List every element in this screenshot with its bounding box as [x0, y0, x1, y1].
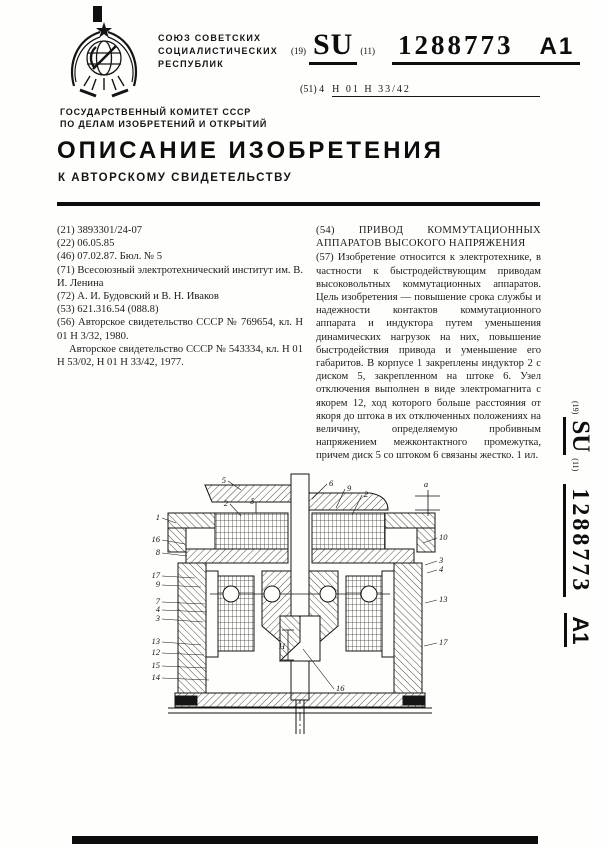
figure-canvas: [140, 472, 460, 744]
figure-ref-label: 7: [155, 596, 160, 606]
committee-name: [60, 106, 267, 130]
country-line: СОЮЗ СОВЕТСКИХ: [158, 33, 262, 43]
side-kind-code: А1: [564, 613, 593, 647]
biblio-line: (71) Всесоюзный электротехнический институт им. В. И. Ленина: [57, 264, 303, 289]
figure-ref-label: 2: [223, 498, 228, 508]
document-body: [57, 224, 541, 463]
bibliographic-column: [57, 224, 303, 463]
abstract-text: (57) Изобретение относится к электротехнике, в частности к быстродействующим приводам высоковольтных коммутационных аппаратов. Цель изобретения — повышение срока службы и надежности контактов коммутационного аппарата и индуктора путем уменьшения динамических нагрузок на них, повышение быстродействия привода и уменьшение его габаритов. В корпусе 1 закреплены индуктор 2 с диском 5, закрепленном на штоке 6. Узел отключения выполнен в виде электромагнита с якорем 12, ход которого больше расстояния от якоря до штока в их отключенных положениях на величину, определяемую пробивным напряжением межконтактного промежутка, причем диск 5 со штоком 6 связаны жестко. 1 ил.: [316, 252, 541, 462]
figure-ref-label: 9: [155, 579, 160, 589]
country-name: [158, 32, 278, 71]
biblio-line: (56) Авторское свидетельство СССР № 769654, кл. Н 01 Н 3/32, 1980.: [57, 317, 303, 342]
figure-ref-label: 13: [151, 636, 160, 646]
figure-ref-label: 3: [439, 555, 444, 565]
country-line: РЕСПУБЛИК: [158, 59, 224, 69]
page-title: ОПИСАНИЕ ИЗОБРЕТЕНИЯ: [57, 137, 444, 164]
figure-ref-label: 14: [151, 672, 160, 682]
figure-ref-label: 15: [151, 660, 160, 670]
figure-ref-label: 2: [364, 489, 369, 499]
doc-number-group: [392, 30, 580, 65]
biblio-line: (21) 3893301/24-07: [57, 225, 143, 236]
figure-ref-label: 12: [151, 647, 160, 657]
side-doc-number: 1288773: [563, 484, 593, 597]
figure-structure: [168, 474, 440, 734]
page-subtitle: К АВТОРСКОМУ СВИДЕТЕЛЬСТВУ: [58, 172, 293, 184]
figure-ref-label: 3: [155, 613, 160, 623]
figure-ref-label: 10: [439, 532, 448, 542]
figure-dimension-label: а: [423, 479, 429, 489]
figure-ref-label: 9: [347, 483, 352, 493]
horizontal-rule: [57, 202, 540, 206]
figure-ref-label: 17: [151, 570, 160, 580]
committee-line: ГОСУДАРСТВЕННЫЙ КОМИТЕТ СССР: [60, 107, 252, 117]
ipc-code: Н 01 Н 33/42: [332, 84, 540, 97]
patent-figure: [140, 472, 460, 744]
figure-ref-label: 16: [151, 534, 160, 544]
code19-label: (19): [291, 46, 306, 56]
ipc-classification-row: [300, 84, 540, 97]
doc-number: 1288773: [398, 30, 514, 60]
star-icon: [96, 22, 112, 38]
side-code19-label: (19): [571, 401, 580, 415]
side-publication-label: [563, 398, 594, 670]
kind-code: А1: [539, 33, 575, 60]
figure-ref-label: 4: [439, 564, 444, 574]
country-line: СОЦИАЛИСТИЧЕСКИХ: [158, 46, 278, 56]
figure-ref-label: 13: [439, 594, 448, 604]
figure-ref-label: 8: [155, 547, 160, 557]
ussr-emblem-icon: [60, 20, 148, 102]
figure-ref-label: 5: [221, 475, 226, 485]
figure-ref-label: 4: [155, 604, 160, 614]
side-country-code: SU: [563, 417, 594, 455]
figure-ref-label: 17: [439, 637, 448, 647]
biblio-line: (46) 07.02.87. Бюл. № 5: [57, 251, 163, 263]
ipc-prefix: (51) 4: [300, 84, 325, 95]
biblio-line: (53) 621.316.54 (088.8): [57, 304, 159, 316]
code11-label: (11): [360, 46, 376, 56]
figure-ref-label: 6: [329, 478, 334, 488]
abstract-column: [316, 224, 541, 463]
biblio-line: (22) 06.05.85: [57, 238, 115, 250]
biblio-line: (72) А. И. Будовский и В. Н. Иваков: [57, 291, 219, 303]
publication-number-row: [288, 28, 580, 65]
figure-dimension-label: Н: [278, 641, 286, 651]
country-code: SU: [309, 28, 357, 65]
figure-ref-label: 1: [155, 512, 160, 522]
invention-title: (54) ПРИВОД КОММУТАЦИОННЫХ АППАРАТОВ ВЫСОКОГО НАПРЯЖЕНИЯ: [316, 225, 541, 250]
side-code11-label: (11): [571, 458, 580, 472]
biblio-line: Авторское свидетельство СССР № 543334, кл. Н 01 Н 53/02, Н 01 Н 33/42, 1977.: [57, 343, 303, 369]
figure-dimension-label: δ: [250, 496, 254, 506]
footer-bar: [72, 836, 538, 844]
committee-line: ПО ДЕЛАМ ИЗОБРЕТЕНИЙ И ОТКРЫТИЙ: [60, 119, 268, 129]
figure-ref-label: 16: [336, 683, 345, 693]
